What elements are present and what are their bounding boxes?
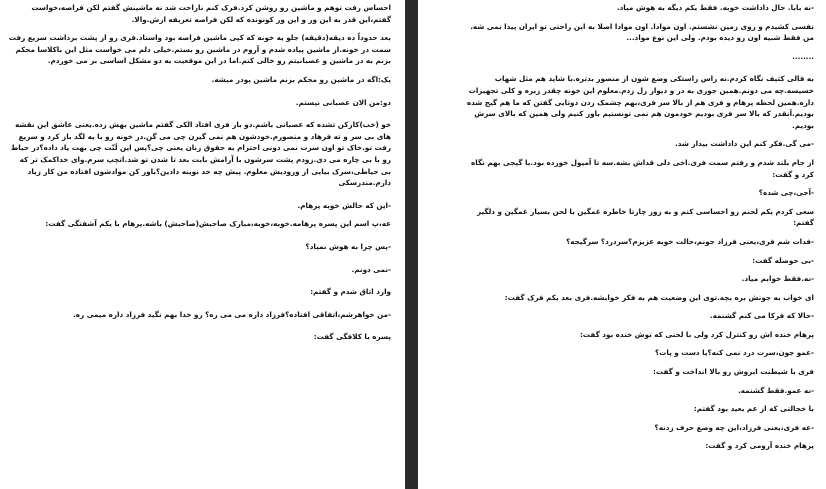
right-paragraph-17: -نه عمو.فقط گشنمه. [738,385,814,395]
left-paragraph-10: وارد اتاق شدم و گفتم: [310,287,391,297]
right-paragraph-10: -بی حوصله گفت: [752,255,814,265]
right-paragraph-12: ای خواب به جونش بره بچه.توی این وضعیت هم به فکر خوابشه.فری بعد یکم فرک گفت: [504,292,814,302]
left-paragraph-4: دو:من الان عصبانی نیستم. [295,97,391,107]
right-paragraph-20: پرهام خنده آرومی کرد و گفت: [705,441,814,451]
left-page [0,0,405,489]
right-page [418,0,826,489]
right-paragraph-3: ........ [792,51,814,61]
left-paragraph-9: -نمی دونم. [351,264,391,274]
right-paragraph-7: -آجی،چی شده؟ [758,188,814,198]
page-divider [405,0,418,489]
right-paragraph-14: پرهام خنده اش رو کنترل کرد ولی با لحنی که توش خنده بود گفت: [579,329,814,339]
left-paragraph-2: بعد حدوداً ده دیقه(دقیقه) جلو یه خونه که کپی ماشین فراصه بود واستاد.فری رو از پشت برداشت سریع رفت سمت در خونه.از ماشین پیاده شدم و آروم در ماشین رو بستم.خیلی دلم می خواست مثل این باکلاسا محکم بزنم به در ماشین و عصبانیتم رو خالی کنم.اما در این موقعیت به دو مشکل اساسی بر می خوردم. [8,33,391,66]
right-paragraph-9: -فدات شم فری،یعنی فرزاد جونم،حالت خوبه عزیزم؟سردرد؟ سرگیجه؟ [566,236,814,246]
right-paragraph-16: فری با شیطنت ابروش رو بالا انداخت و گفت: [653,367,814,377]
right-paragraph-19: -عه فری،یعنی فرزاد،این چه وضع حرف زدنه؟ [654,422,814,432]
left-paragraph-12: پسره با کلافگی گفت: [313,332,391,342]
right-paragraph-8: سعی کردم یکم لحنم رو احساسی کنم و به زور چارتا خاطره غمگین با لحن بسیار غمگین و دلگیر گفتم: [477,206,814,228]
left-paragraph-3: یک:اگه در ماشین رو محکم بزنم ماشین پودر میشه. [211,74,391,84]
left-paragraph-1: احساس رفت توهم و ماشین رو روشن کرد.فرک کنم ناراحت شد نه ماشینش گفتم لکن فراصه،خواست گفتم،این قدر به این ور و این ور کونونده که لکن فراصه تعریفه ازش.والا. [31,3,391,24]
left-paragraph-6: -این که حالش خوبه پرهام. [297,200,391,210]
right-paragraph-1: -نه بابا. حال داداشت خوبه. فقط یکم دیگه به هوش میاد. [616,3,814,12]
left-paragraph-8: -پس چرا به هوش نمیاد؟ [305,241,391,251]
left-paragraph-7: عه،پ اسم این پسره پرهامه.خوبه،خوبه،مبارک صاحبش(صاحبش) باشه.پرهام با یکم آشفتگی گفت: [45,219,391,229]
left-paragraph-11: -من خواهرشم،اتفاقی افتاده؟فرزاد داره می می ره؟ رو خدا بهم نگید فرزاد داره میمی ره. [73,309,391,319]
right-paragraph-15: -عمو جون،سرت درد نمی کنه؟یا دست و پات؟ [654,348,814,358]
right-paragraph-13: -حالا که فرکا می کنم گشنمه. [709,311,814,321]
right-paragraph-4: به قالی کثیف نگاه کردم.نه راس راستکی وضع شون از منصور بدتره.با شاید هم مثل شهاب خسیسه.چه می دونم.همین جوری به در و دیوار زل زدم.معلوم این خونه چقدر زیره و کلی تجهیزات داره.همین لحظه پرهام و فری هم از بالا سر فری،بهم چشمک زدن دوتایی گفتن که ما هم گیج شده بودیم.آنقدر که بالا سر فری بودیم خودمون هم نمی تونستیم باور کنیم ولی همین که بالای سرش بودیم. [466,74,814,130]
right-paragraph-2: نفسی کشیدم و روی زمین نشستم. اون موادا. اون موادا اصلا به این راحتی تو ایران پیدا نمی شه. من فقط شبیه اون رو دیده بودم. ولی این نوع مواد... [470,21,814,43]
right-paragraph-18: با خجالتی که از عم بعید بود گفتم: [693,404,814,414]
left-paragraph-5: خو (خب)کارکن تشده که عصبانی باشم.دو بار فری افتاد الکی گفتم ماشین بهش زده.یعنی عاشق این نقشه های بی سر و ته فرهاد و منصورم.خودشون هم نمی گیرن چی می گن.در خونه رو با یه لگد باز کرد و سریع رفت تو.خاک تو اون سرت نمی دونی احترام به حقوق زنان یعنی چی؟پس این لَتّت چی بهت یاد داده؟در حیاط رو با بی چاره می دی.زودم پشت سرشون با آرامش بابت بعد تا شدن تو شد.اتچپ سرم.وای خداکمک تر که بی حیاطی،سرک بیایی از ورودیش معلوم. پیش چه حد نوینه دادین؟باور کن موادشون افتاده من کار زیاد دارم.مندرسکی [10,120,391,188]
right-paragraph-11: -نه.فقط خوابم میاد. [741,274,814,284]
right-paragraph-6: از جام بلند شدم و رفتم سمت فری.اخی دلی قداش بشه.سه تا آمپول خورده بود.با گیجی بهم نگاه کرد و گفت: [471,157,814,179]
right-paragraph-5: -می گی.فکر کنم این داداشت بیدار شد. [675,139,814,149]
